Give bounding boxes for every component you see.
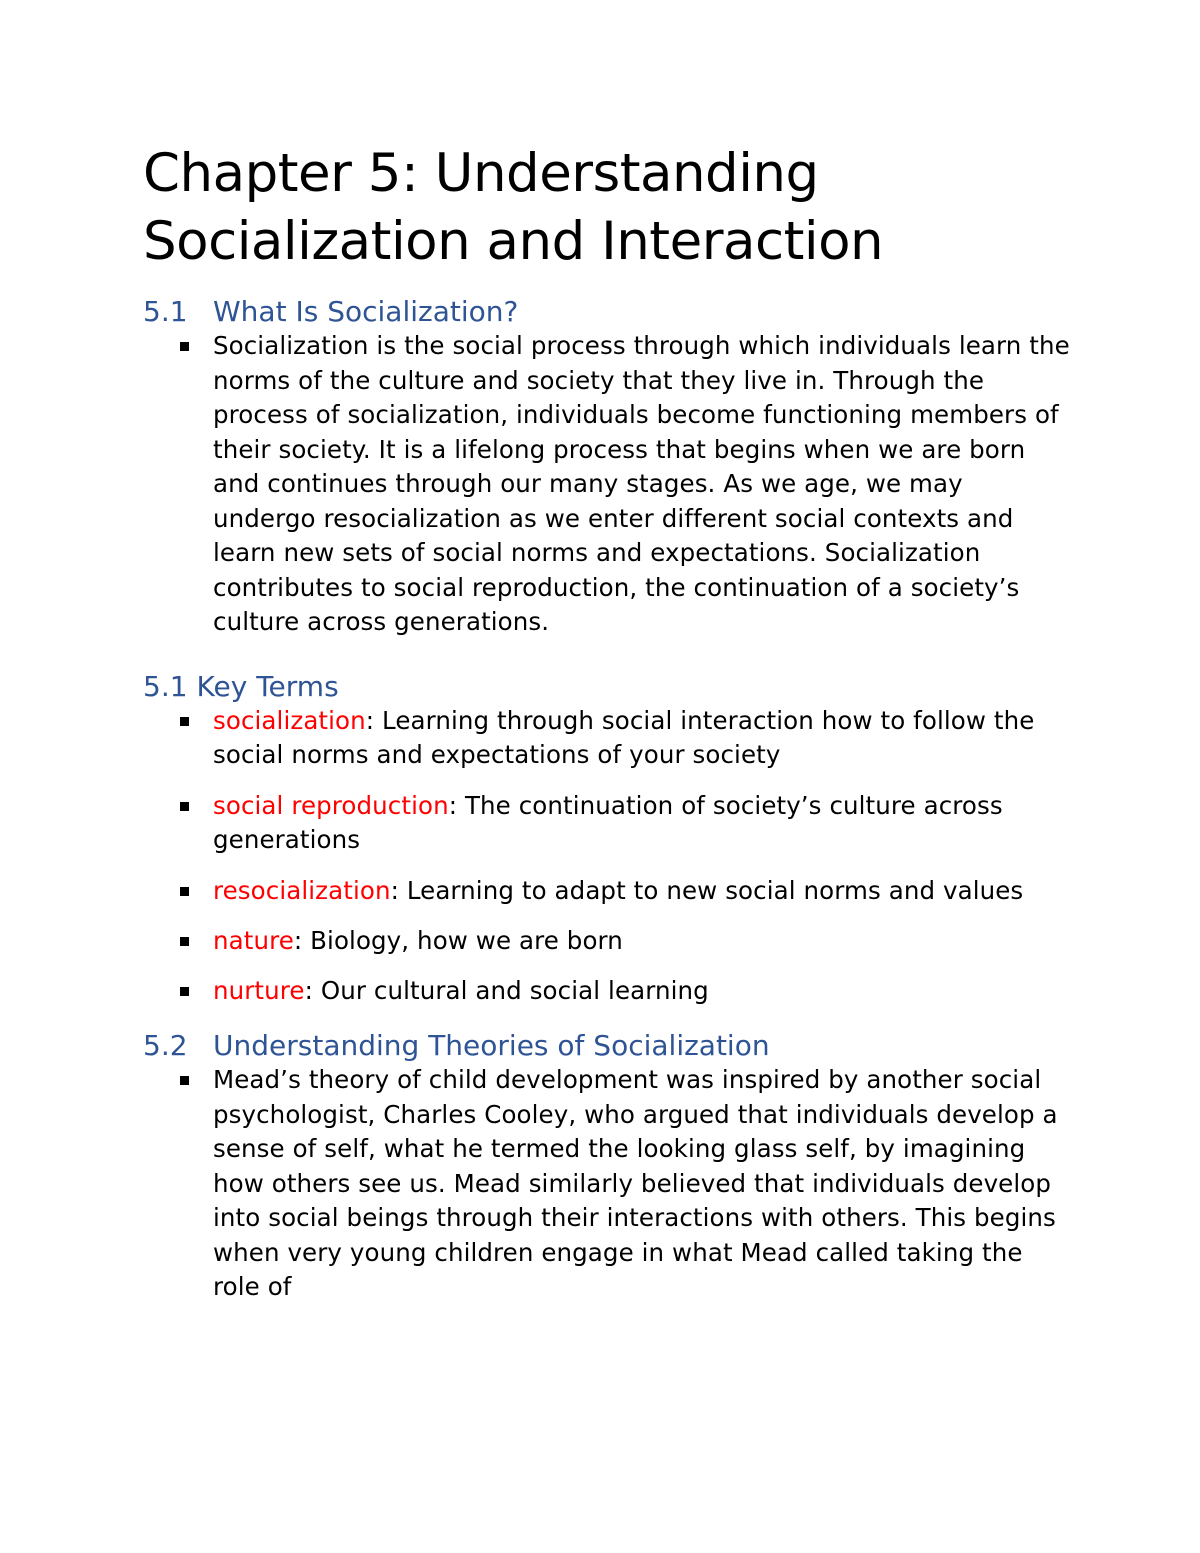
section-heading-theories-of-socialization	[143, 1029, 1073, 1063]
key-term-item	[143, 974, 1073, 1009]
key-term-item	[143, 704, 1073, 773]
bullet-list	[143, 329, 1073, 640]
section-heading-text: What Is Socialization?	[213, 295, 519, 328]
paragraph-text: Socialization is the social process through which individuals learn the norms of the culture and society that they live in. Through the process of socialization, individuals become functioning members of their society. It is a lifelong process that begins when we are born and continues through our many stages. As we age, we may undergo resocialization as we enter different social contexts and learn new sets of social norms and expectations. Socialization contributes to social reproduction, the continuation of a society’s culture across generations.	[213, 331, 1070, 636]
square-bullet-icon	[180, 342, 189, 351]
section-heading-key-terms	[143, 670, 1073, 704]
list-item	[143, 329, 1073, 640]
section-heading-what-is-socialization	[143, 295, 1073, 329]
key-term-item	[143, 924, 1073, 959]
section-number: 5.1	[143, 295, 188, 328]
chapter-title	[143, 140, 1073, 276]
paragraph-text: Mead’s theory of child development was inspired by another social psychologist, Charles Cooley, who argued that individuals develop a sense of self, what he termed the looking glass self, by imagining how others see us. Mead similarly believed that individuals develop into social beings through their interactions with others. This begins when very young children engage in what Mead called taking the role of	[213, 1065, 1058, 1301]
key-term-definition: : Learning through social interaction how to follow the social norms and expectations of your society	[213, 705, 1035, 769]
square-bullet-icon	[180, 937, 189, 946]
key-term: resocialization	[213, 875, 391, 905]
section-heading-text: Understanding Theories of Socialization	[213, 1029, 770, 1062]
document-page	[143, 140, 1073, 1305]
section-number: 5.1	[143, 669, 188, 703]
bullet-list	[143, 1063, 1073, 1305]
key-term-definition: : Biology, how we are born	[293, 926, 623, 955]
key-term: nurture	[213, 975, 305, 1005]
key-term-item	[143, 874, 1073, 909]
list-item	[143, 1063, 1073, 1305]
key-terms-list	[143, 704, 1073, 1009]
key-term: nature	[213, 926, 294, 955]
section-heading-text: Key Terms	[196, 669, 339, 703]
square-bullet-icon	[180, 1076, 189, 1085]
key-term-definition: : The continuation of society’s culture across generations	[213, 790, 1003, 854]
chapter-title-line-2: Socialization and Interaction	[143, 211, 884, 272]
key-term: socialization	[213, 705, 366, 735]
square-bullet-icon	[180, 717, 189, 726]
square-bullet-icon	[180, 987, 189, 996]
key-term-definition: : Learning to adapt to new social norms and values	[390, 875, 1024, 905]
chapter-title-line-1: Chapter 5: Understanding	[143, 143, 819, 204]
key-term-item	[143, 789, 1073, 858]
key-term-definition: : Our cultural and social learning	[304, 975, 709, 1005]
section-number: 5.2	[143, 1029, 188, 1062]
square-bullet-icon	[180, 802, 189, 811]
square-bullet-icon	[180, 887, 189, 896]
key-term: social reproduction	[213, 790, 449, 820]
